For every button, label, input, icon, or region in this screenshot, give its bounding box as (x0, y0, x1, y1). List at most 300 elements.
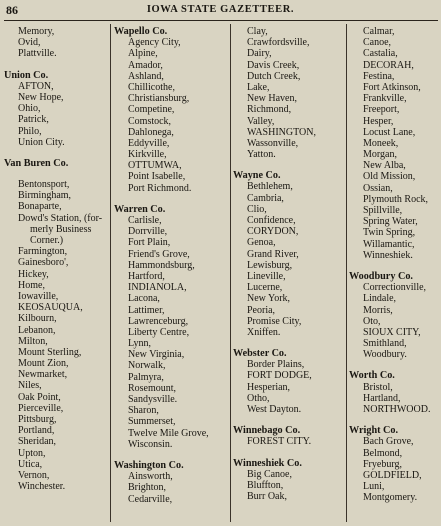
place-name-text: Milton, (18, 335, 48, 347)
place-name-text: Union City. (18, 136, 65, 148)
place-name (114, 183, 228, 194)
place-name-text: Home, (18, 279, 45, 291)
place-name (4, 347, 108, 358)
place-name-text: Festina, (363, 70, 395, 82)
place-name-text: Winchester. (18, 481, 66, 493)
place-name-text: Belmond, (363, 447, 403, 459)
place-name (349, 194, 439, 205)
place-name (4, 313, 108, 324)
place-name (349, 404, 439, 415)
place-name (233, 37, 344, 48)
county-heading-text: Warren Co. (114, 203, 166, 215)
place-name-text: Lineville, (247, 270, 286, 282)
place-name-text: Kilbourn, (18, 313, 57, 325)
place-name-text: Christiansburg, (128, 93, 190, 105)
column-divider (346, 24, 347, 522)
place-name-text: Dutch Creek, (247, 70, 301, 82)
place-name (349, 104, 439, 115)
place-name (114, 271, 228, 282)
place-name (4, 126, 108, 137)
place-name (114, 471, 228, 482)
place-name (4, 436, 108, 447)
place-name (233, 491, 344, 502)
place-name-text: Freeport, (363, 104, 400, 116)
place-name (114, 394, 228, 405)
place-name (4, 470, 108, 481)
place-name (4, 190, 108, 201)
place-name (233, 436, 344, 447)
place-name-text: Alpine, (128, 48, 158, 60)
county-heading-text: Woodbury Co. (349, 270, 413, 282)
county-heading-text: Van Buren Co. (4, 157, 69, 169)
place-name (114, 226, 228, 237)
place-name-text: Locust Lane, (363, 126, 416, 138)
place-name-text: Pittsburg, (18, 414, 57, 425)
place-name-text: Dowd's Station, (for- (18, 212, 103, 224)
place-name-text: Correctionville, (363, 282, 427, 294)
place-name-text: West Dayton. (247, 404, 302, 415)
place-name (4, 369, 108, 380)
place-name (4, 269, 108, 280)
place-name (233, 370, 344, 381)
section-spacer (233, 338, 344, 348)
place-name (114, 349, 228, 360)
county-heading (114, 204, 228, 215)
place-name-text: Port Richmond. (128, 182, 192, 194)
place-name (114, 282, 228, 293)
place-name (114, 428, 228, 439)
place-name-text: Friend's Grove, (128, 248, 190, 260)
place-name-text: Summerset, (128, 416, 176, 428)
place-name (4, 302, 108, 313)
place-name-text: Twin Spring, (363, 227, 416, 239)
place-name-text: Hammondsburg, (128, 259, 195, 271)
county-heading (349, 370, 439, 381)
column-divider (110, 24, 111, 522)
place-name (114, 48, 228, 59)
place-name-text: Oto, (363, 315, 381, 327)
place-name-text: Crawfordsville, (247, 37, 310, 49)
place-name (349, 382, 439, 393)
place-name-text: Norwalk, (128, 360, 166, 372)
place-name-text: FOREST CITY. (247, 436, 312, 448)
county-heading (4, 70, 108, 81)
place-name (4, 103, 108, 114)
county-heading-text: Washington Co. (114, 459, 184, 471)
place-name-text: Spillville, (363, 205, 403, 216)
county-heading (114, 26, 228, 37)
place-name-text: Point Isabelle, (128, 171, 186, 183)
place-name (349, 37, 439, 48)
place-name-text: Winneshiek. (363, 249, 413, 261)
place-name-text: Ossian, (363, 182, 393, 194)
place-name (114, 71, 228, 82)
county-heading-text: Winnebago Co. (233, 425, 301, 437)
place-name-text: FORT DODGE, (247, 370, 312, 382)
place-name (114, 215, 228, 226)
place-name (233, 93, 344, 104)
place-name-text: Lake, (247, 81, 270, 93)
place-name-text: Corner.) (30, 235, 64, 246)
place-name (349, 116, 439, 127)
place-name-text: Oak Point, (18, 391, 61, 403)
place-name (349, 436, 439, 447)
place-name (114, 405, 228, 416)
column-4 (349, 26, 439, 504)
place-name-text: Morgan, (363, 149, 397, 161)
place-name-text: Canoe, (363, 37, 392, 49)
place-name (349, 205, 439, 216)
place-name-text: Farmington, (18, 246, 68, 258)
place-name-text: Grand River, (247, 248, 299, 260)
county-heading (233, 348, 344, 359)
section-spacer (349, 261, 439, 271)
place-name-text: Lebanon, (18, 324, 56, 336)
place-name-text: Lattimer, (128, 304, 165, 316)
place-name-text: Ainsworth, (128, 471, 173, 483)
place-name-text: Confidence, (247, 215, 296, 226)
place-name-text: Rosemount, (128, 382, 177, 394)
place-name (349, 470, 439, 481)
place-name-text: KEOSAUQUA, (18, 302, 83, 314)
place-name-text: Richmond, (247, 104, 292, 116)
column-divider (230, 24, 231, 522)
place-name (233, 60, 344, 71)
place-name (349, 60, 439, 71)
page-header (0, 3, 441, 17)
county-heading (233, 458, 344, 469)
place-name-text: Cambria, (247, 192, 284, 204)
place-name-text: Utica, (18, 458, 43, 470)
place-name-text: Hesperian, (247, 381, 291, 393)
place-name (233, 282, 344, 293)
place-name-text: Upton, (18, 447, 46, 459)
place-name-text: Smithland, (363, 338, 407, 350)
header-rule (4, 20, 438, 21)
place-name-text: Frankville, (363, 93, 407, 105)
place-name-text: Hartford, (128, 270, 165, 282)
place-name-text: Vernon, (18, 469, 50, 481)
place-name (349, 393, 439, 404)
place-name-text: Hartland, (363, 392, 401, 404)
place-name (349, 183, 439, 194)
place-name-text: Bonaparte, (18, 201, 62, 213)
place-name (4, 37, 108, 48)
place-name (4, 137, 108, 148)
place-name (233, 149, 344, 160)
place-name-text: OTTUMWA, (128, 160, 182, 172)
place-name-text: Fryeburg, (363, 458, 402, 470)
place-name-text: CORYDON, (247, 226, 299, 238)
place-name (114, 383, 228, 394)
county-heading-text: Winneshiek Co. (233, 457, 302, 469)
place-name (233, 215, 344, 226)
section-spacer (349, 360, 439, 370)
place-name (349, 93, 439, 104)
place-name-text: SIOUX CITY, (363, 326, 421, 338)
place-name-text: New Hope, (18, 91, 64, 103)
section-spacer (114, 450, 228, 460)
place-name-text: Xniffen. (247, 326, 281, 338)
county-heading (233, 425, 344, 436)
section-spacer (233, 415, 344, 425)
place-name-text: Willamantic, (363, 238, 415, 250)
section-spacer (4, 169, 108, 179)
county-heading-text: Wright Co. (349, 425, 399, 437)
place-name-text: Wisconsin. (128, 438, 173, 450)
place-name-text: Lindale, (363, 293, 397, 305)
county-heading (233, 170, 344, 181)
place-name-text: Old Mission, (363, 171, 416, 183)
place-name (4, 81, 108, 92)
place-name (233, 71, 344, 82)
county-heading-text: Worth Co. (349, 370, 395, 382)
place-name-text: Valley, (247, 115, 275, 127)
place-name-text: Plattville. (18, 48, 57, 60)
place-name (114, 93, 228, 104)
place-name-text: New Alba, (363, 160, 406, 172)
place-name-text: Bethlehem, (247, 181, 293, 193)
place-name (114, 305, 228, 316)
place-name-text: Ashland, (128, 70, 164, 82)
place-name (4, 325, 108, 336)
place-name-text: Peoria, (247, 304, 276, 316)
place-name-text: Iowaville, (18, 290, 59, 302)
place-name-text: Wassonville, (247, 137, 299, 149)
place-name-text: Burr Oak, (247, 491, 287, 503)
place-name (4, 481, 108, 492)
section-spacer (233, 448, 344, 458)
place-name (233, 104, 344, 115)
place-name (349, 349, 439, 360)
place-name (114, 494, 228, 505)
place-name (114, 316, 228, 327)
place-name-text: Border Plains, (247, 359, 305, 371)
place-name-text: Clay, (247, 26, 268, 37)
place-name (233, 26, 344, 37)
place-name-text: Palmyra, (128, 371, 164, 383)
place-name-text: Hesper, (363, 115, 394, 127)
place-name (233, 193, 344, 204)
place-name-text: Bristol, (363, 381, 393, 393)
place-name (114, 260, 228, 271)
place-name-text: WASHINGTON, (247, 126, 316, 138)
place-name (349, 216, 439, 227)
county-heading-text: Wapello Co. (114, 26, 168, 37)
place-name (233, 181, 344, 192)
running-title: IOWA STATE GAZETTEER. (146, 4, 295, 15)
place-name-text: New Virginia, (128, 349, 185, 361)
place-name (233, 305, 344, 316)
place-name-text: DECORAH, (363, 59, 414, 71)
place-name-text: Montgomery. (363, 492, 418, 504)
place-name-text: Sheridan, (18, 436, 57, 448)
place-name (114, 171, 228, 182)
place-name-text: Yatton. (247, 149, 276, 161)
place-name-text: New Haven, (247, 93, 297, 105)
place-name-text: New York, (247, 293, 291, 305)
place-name-text: Carlisle, (128, 215, 162, 226)
place-name-text: Agency City, (128, 37, 181, 49)
place-name-text: Davis Creek, (247, 59, 300, 71)
place-name-text: GOLDFIELD, (363, 469, 422, 481)
column-2 (114, 26, 228, 505)
place-name (233, 359, 344, 370)
place-name-text: Twelve Mile Grove, (128, 427, 209, 439)
place-name-text: Hickey, (18, 268, 49, 280)
place-name-text: Fort Atkinson, (363, 81, 421, 93)
place-name-text: Luni, (363, 481, 385, 493)
place-name-text: Cedarville, (128, 493, 173, 505)
place-name (114, 149, 228, 160)
place-name-text: Spring Water, (363, 216, 418, 228)
place-name-text: Lawrenceburg, (128, 315, 189, 327)
column-3 (233, 26, 344, 502)
place-name-text: Kirkville, (128, 149, 167, 161)
place-name (349, 282, 439, 293)
county-heading (4, 158, 108, 169)
place-name-text: Sandysville. (128, 394, 178, 405)
place-name-text: Birmingham, (18, 190, 72, 202)
place-name (349, 338, 439, 349)
place-name (114, 360, 228, 371)
place-name-text: NORTHWOOD. (363, 404, 431, 415)
place-name-text: Lacona, (128, 293, 160, 305)
place-name (349, 293, 439, 304)
place-name-text: AFTON, (18, 80, 54, 92)
county-heading-text: Webster Co. (233, 348, 287, 360)
place-name (114, 82, 228, 93)
place-name (114, 104, 228, 115)
place-name (114, 293, 228, 304)
place-name (4, 425, 108, 436)
place-name (4, 358, 108, 369)
place-name (114, 138, 228, 149)
place-name (4, 201, 108, 212)
place-name (114, 60, 228, 71)
place-name (233, 316, 344, 327)
place-name (349, 127, 439, 138)
place-name (114, 249, 228, 260)
place-name-text: Bluffton, (247, 479, 284, 491)
place-name (349, 160, 439, 171)
place-name (4, 92, 108, 103)
place-name (233, 237, 344, 248)
place-name (114, 482, 228, 493)
place-name-text: Bentonsport, (18, 179, 70, 191)
place-name (349, 305, 439, 316)
place-name-text: Castalia, (363, 48, 398, 60)
place-name (4, 114, 108, 125)
place-name (4, 280, 108, 291)
place-name (233, 226, 344, 237)
column-1 (4, 26, 108, 492)
place-name-text: Clio, (247, 203, 267, 215)
place-name-text: Patrick, (18, 114, 49, 126)
place-name-text: Competine, (128, 104, 175, 116)
place-name (349, 316, 439, 327)
place-name (233, 469, 344, 480)
place-name (349, 227, 439, 238)
place-name-text: Otho, (247, 392, 270, 404)
place-name (349, 250, 439, 261)
place-name (349, 492, 439, 503)
place-name (4, 179, 108, 190)
place-name-text: Mount Zion, (18, 358, 69, 370)
place-name (233, 293, 344, 304)
place-name (233, 127, 344, 138)
place-name-text: Plymouth Rock, (363, 193, 429, 205)
place-name (349, 239, 439, 250)
place-name-text: Chillicothe, (128, 81, 175, 93)
place-name (4, 26, 108, 37)
place-name (114, 372, 228, 383)
county-heading-text: Wayne Co. (233, 170, 281, 182)
place-name-text: Gainesboro', (18, 257, 69, 269)
place-name-text: Morris, (363, 304, 393, 316)
place-name (233, 260, 344, 271)
place-name-text: Liberty Centre, (128, 326, 190, 338)
place-name-text: Lewisburg, (247, 259, 293, 271)
place-name (4, 246, 108, 257)
place-name (4, 448, 108, 459)
place-name (349, 171, 439, 182)
section-spacer (233, 160, 344, 170)
place-name (114, 338, 228, 349)
place-name (233, 48, 344, 59)
place-name (114, 160, 228, 171)
place-name (349, 82, 439, 93)
place-name-text: Memory, (18, 26, 55, 37)
place-name (349, 481, 439, 492)
place-name (233, 249, 344, 260)
place-name-text: Fort Plain, (128, 237, 171, 249)
place-name (349, 48, 439, 59)
place-name (233, 404, 344, 415)
county-heading (114, 460, 228, 471)
place-name (233, 393, 344, 404)
place-name (4, 392, 108, 403)
place-name-text: Dairy, (247, 48, 272, 60)
place-name (349, 149, 439, 160)
place-name (114, 237, 228, 248)
section-spacer (114, 194, 228, 204)
section-spacer (349, 415, 439, 425)
section-spacer (4, 148, 108, 158)
county-heading-text: Union Co. (4, 69, 49, 81)
place-name-text: Ovid, (18, 37, 41, 49)
county-heading (349, 425, 439, 436)
place-name-text: Dorrville, (128, 226, 168, 238)
place-name (233, 327, 344, 338)
place-name (4, 380, 108, 391)
place-name-text: INDIANOLA, (128, 282, 187, 294)
page-number: 86 (6, 3, 18, 17)
place-name-text: merly Business (30, 223, 92, 235)
place-name-text: Lucerne, (247, 282, 283, 294)
place-name (349, 327, 439, 338)
place-name (349, 26, 439, 37)
place-name (4, 403, 108, 414)
place-name (4, 235, 108, 246)
place-name-text: Big Canoe, (247, 468, 292, 480)
place-name-text: Eddyville, (128, 137, 170, 149)
place-name-text: Promise City, (247, 315, 302, 327)
place-name-text: Woodbury. (363, 349, 407, 361)
place-name (114, 116, 228, 127)
county-heading (349, 271, 439, 282)
place-name (233, 382, 344, 393)
